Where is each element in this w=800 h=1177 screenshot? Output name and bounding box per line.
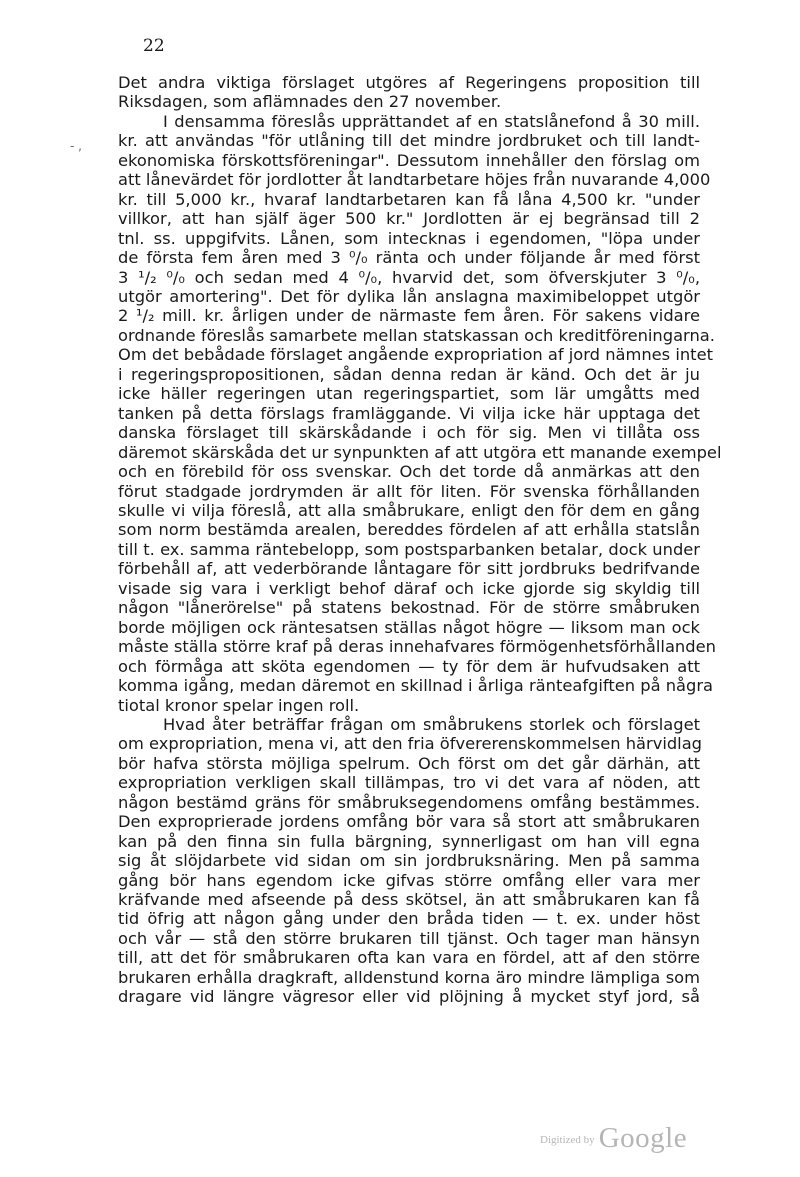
text-line: kr. att användas "för utlåning till det mindre jordbruket och till landt- xyxy=(118,131,700,151)
text-line: skulle vi vilja föreslå, att alla småbrukare, enligt den för dem en gång xyxy=(118,500,700,520)
text-line: Hvad åter beträffar frågan om småbrukens storlek och förslaget xyxy=(163,714,700,734)
text-line: 2 ¹/₂ mill. kr. årligen under de närmaste fem åren. För sakens vidare xyxy=(118,306,700,326)
body-text xyxy=(118,73,722,1007)
text-line: komma igång, medan däremot en skillnad i årliga ränteafgiften på några xyxy=(118,676,714,696)
text-line: och en förebild för oss svenskar. Och det torde då anmärkas att den xyxy=(118,462,700,482)
google-logo: Google xyxy=(598,1122,688,1154)
google-watermark xyxy=(540,1122,687,1155)
text-line: icke häller regeringen utan regeringspartiet, som lär umgåtts med xyxy=(118,384,700,404)
text-line: som norm bestämda arealen, bereddes fördelen af att erhålla statslån xyxy=(118,520,700,540)
text-line: kr. till 5,000 kr., hvaraf landtarbetaren kan få låna 4,500 kr. "under xyxy=(118,189,700,209)
text-line: Om det bebådade förslaget angående expropriation af jord nämnes intet xyxy=(118,345,713,365)
text-line: tanken på detta förslags framläggande. Vi vilja icke här upptaga det xyxy=(118,403,700,423)
watermark-prefix: Digitized by xyxy=(540,1134,595,1146)
text-line: någon "lånerörelse" på statens bekostnad. För de större småbruken xyxy=(118,598,700,618)
text-line: till, att det för småbrukaren ofta kan vara en fördel, att af den större xyxy=(118,948,700,968)
text-line: brukaren erhålla dragkraft, alldenstund korna äro mindre lämpliga som xyxy=(118,967,700,987)
page-number: 22 xyxy=(143,36,165,56)
text-line: gång bör hans egendom icke gifvas större omfång eller vara mer xyxy=(118,870,700,890)
text-line: kan på den finna sin fulla bärgning, synnerligast om han vill egna xyxy=(118,831,700,851)
text-line: expropriation verkligen skall tillämpas, tro vi det vara af nöden, att xyxy=(118,773,700,793)
text-line: kräfvande med afseende på dess skötsel, än att småbrukaren kan få xyxy=(118,890,700,910)
text-line: om expropriation, mena vi, att den fria öfvererenskommelsen härvidlag xyxy=(118,734,703,754)
text-line: och vår — stå den större brukaren till tjänst. Och tager man hänsyn xyxy=(118,928,700,948)
text-line: de första fem åren med 3 ⁰/₀ ränta och under följande år med först xyxy=(118,248,700,268)
text-line: Det andra viktiga förslaget utgöres af Regeringens proposition till xyxy=(118,73,700,92)
text-line: tnl. ss. uppgifvits. Lånen, som intecknas i egendomen, "löpa under xyxy=(118,228,700,248)
text-line: förbehåll af, att vederbörande låntagare för sitt jordbruks bedrifvande xyxy=(118,559,700,579)
text-line: Riksdagen, som aflämnades den 27 november. xyxy=(118,92,502,112)
text-line: någon bestämd gräns för småbruksegendomens omfång bestämmes. xyxy=(118,792,700,812)
text-line: Den exproprierade jordens omfång bör vara så stort att småbrukaren xyxy=(118,812,700,832)
text-line: visade sig vara i verkligt behof däraf och icke gjorde sig skyldig till xyxy=(118,578,700,598)
text-line: ordnande föreslås samarbete mellan statskassan och kreditföreningarna. xyxy=(118,325,715,345)
text-line: utgör amortering". Det för dylika lån anslagna maximibeloppet utgör xyxy=(118,286,700,306)
text-line: tiotal kronor spelar ingen roll. xyxy=(118,695,360,715)
text-line: tid öfrig att någon gång under den bråda tiden — t. ex. under höst xyxy=(118,909,700,929)
text-line: dragare vid längre vägresor eller vid plöjning å mycket styf jord, så xyxy=(118,987,700,1007)
text-line: I densamma föreslås upprättandet af en statslånefond å 30 mill. xyxy=(163,111,700,131)
marginal-mark: - , xyxy=(70,139,82,153)
text-line: bör hafva största möjliga spelrum. Och först om det går därhän, att xyxy=(118,753,700,773)
text-line: i regeringspropositionen, sådan denna redan är känd. Och det är ju xyxy=(118,364,700,384)
paragraph-1 xyxy=(118,73,722,715)
text-line: danska förslaget till skärskådande i och för sig. Men vi tillåta oss xyxy=(118,423,700,443)
text-line: villkor, att han själf äger 500 kr." Jordlotten är ej begränsad till 2 xyxy=(118,209,700,229)
text-line: ekonomiska förskottsföreningar". Dessutom innehåller den förslag om xyxy=(118,150,700,170)
text-line: och förmåga att sköta egendomen — ty för dem är hufvudsaken att xyxy=(118,656,700,676)
paragraph-2 xyxy=(118,714,703,1007)
text-line: till t. ex. samma räntebelopp, som postsparbanken betalar, dock under xyxy=(118,539,700,559)
text-line: sig åt slöjdarbete vid sidan om sin jordbruksnäring. Men på samma xyxy=(118,851,700,871)
text-line: att lånevärdet för jordlotter åt landtarbetare höjes från nuvarande 4,000 xyxy=(118,170,711,190)
text-line: måste ställa större kraf på deras innehafvares förmögenhetsförhållanden xyxy=(118,637,716,657)
text-line: borde möjligen ock räntesatsen ställas något högre — liksom man ock xyxy=(118,617,700,637)
text-line: förut stadgade jordrymden är allt för liten. För svenska förhållanden xyxy=(118,481,700,501)
text-line: 3 ¹/₂ ⁰/₀ och sedan med 4 ⁰/₀, hvarvid det, som öfverskjuter 3 ⁰/₀, xyxy=(118,267,700,287)
text-line: däremot skärskåda det ur synpunkten af att utgöra ett manande exempel xyxy=(118,442,722,462)
